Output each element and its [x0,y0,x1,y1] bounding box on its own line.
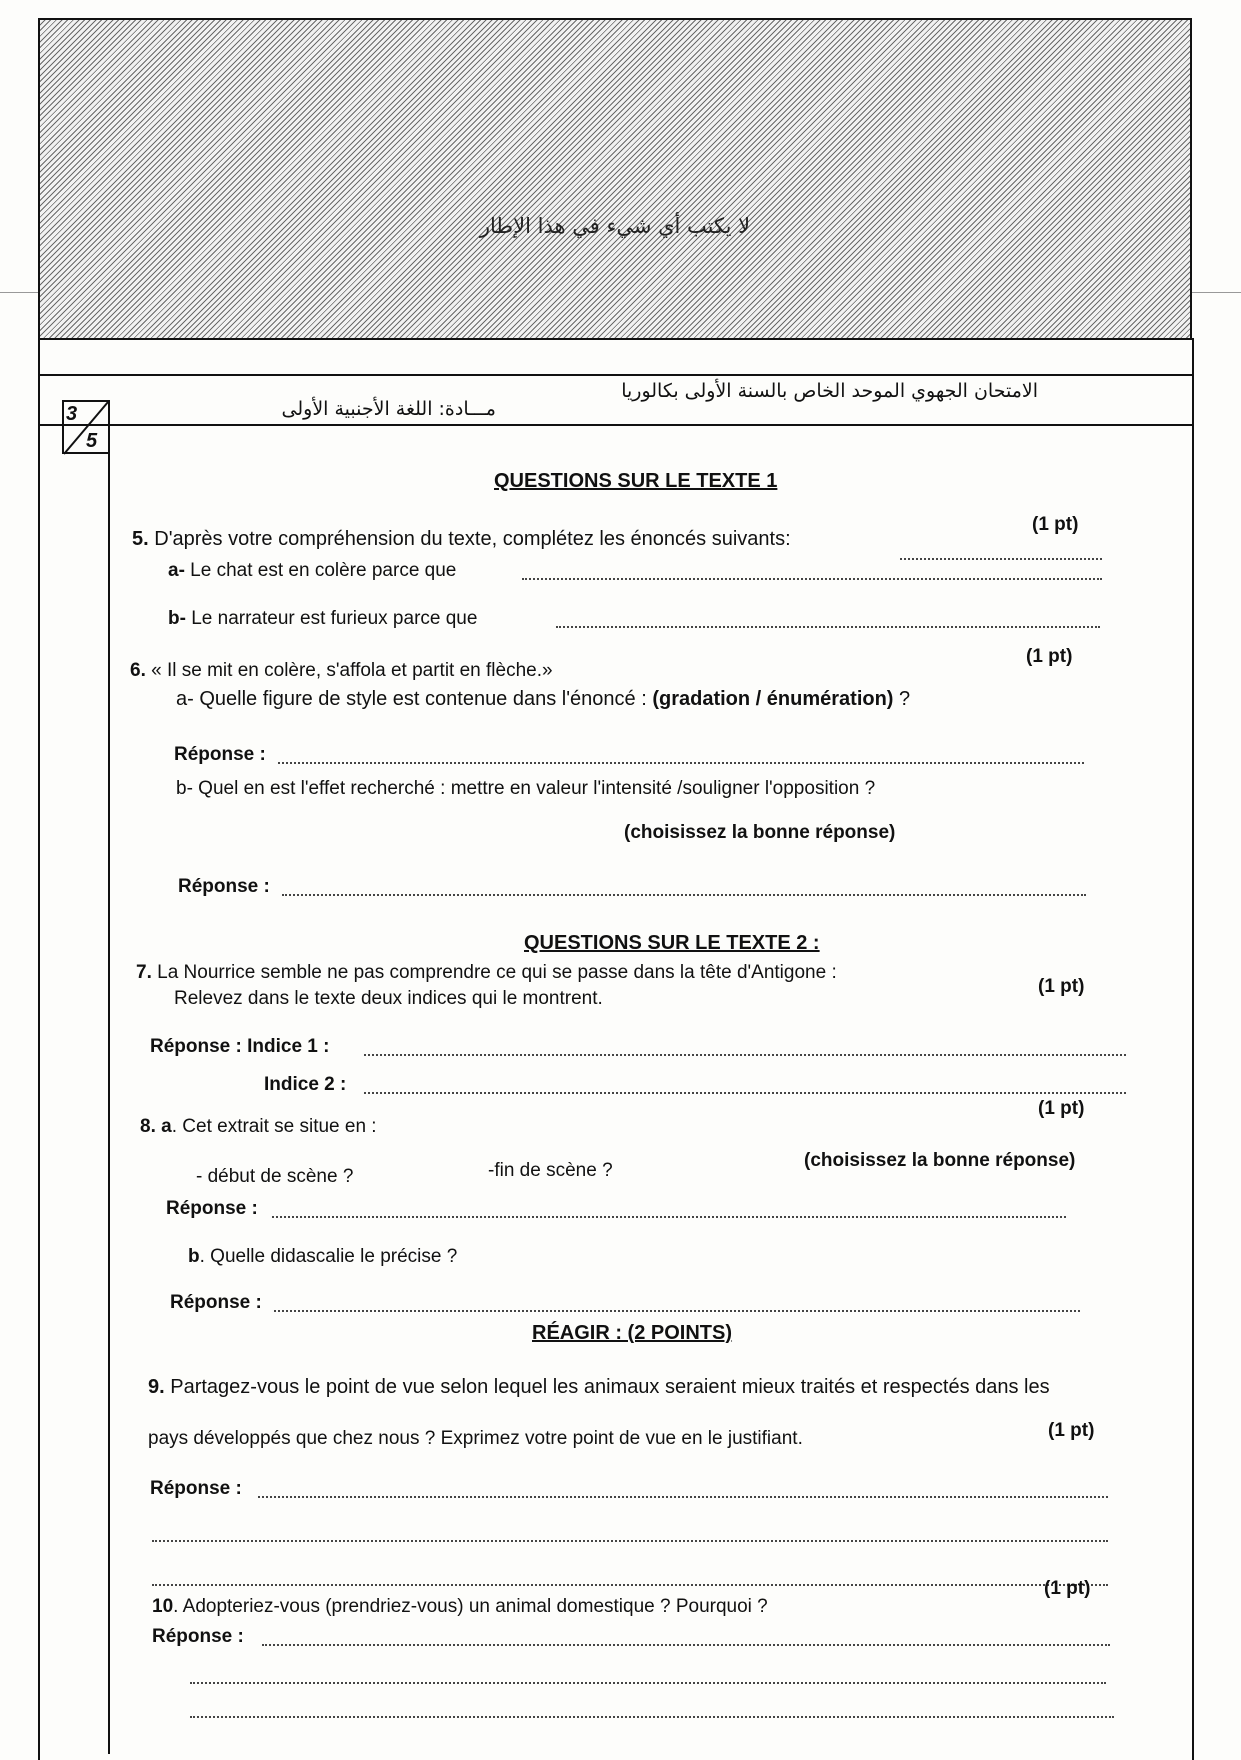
q8a-answer-label: Réponse : [166,1198,258,1219]
q9-answer-line-2[interactable] [152,1540,1108,1542]
q10-answer-line-1[interactable] [262,1644,1110,1646]
q5b-text: Le narrateur est furieux parce que [185,608,478,629]
q10-line [152,1596,768,1618]
q8-hint: (choisissez la bonne réponse) [804,1150,1076,1171]
q6b-text: b- Quel en est l'effet recherché : mettre en valeur l'intensité /souligner l'opposition ? [176,778,876,799]
q9-text: Partagez-vous le point de vue selon lequel les animaux seraient mieux traités et respectés dans les [164,1376,1050,1398]
q5b-answer-line[interactable] [556,626,1100,628]
q7-text: La Nourrice semble ne pas comprendre ce qui se passe dans la tête d'Antigone : [151,962,837,983]
q9-answer-line-1[interactable] [258,1496,1108,1498]
q10-num: 10 [152,1596,174,1617]
q6-points: (1 pt) [1026,646,1073,667]
q8-points: (1 pt) [1038,1098,1085,1119]
page-number: 3 [66,403,78,425]
exam-title: الامتحان الجهوي الموحد الخاص بالسنة الأولى بكالوريا [621,380,1038,402]
q5b-label: b- [168,608,186,629]
q5-text: D'après votre compréhension du texte, complétez les énoncés suivants: [148,528,791,550]
q5a-line [168,560,456,582]
q7-line [136,962,837,984]
hatched-box [38,18,1192,340]
q8-option2: -fin de scène ? [488,1160,613,1181]
q10-points: (1 pt) [1044,1578,1091,1599]
divider-header [38,424,1192,426]
q6a-end: ? [893,688,911,710]
q5-dots-top [900,558,1102,560]
q6-num: 6. [130,660,146,681]
q7-answer2-label: Indice 2 : [264,1074,347,1095]
q9-num: 9. [148,1376,165,1398]
q5a-text: Le chat est en colère parce que [184,560,457,581]
q6a-answer-line[interactable] [278,762,1084,764]
q5-num: 5. [132,528,149,550]
exam-subject: مـــادة: اللغة الأجنبية الأولى [281,398,496,420]
q5-points: (1 pt) [1032,514,1079,535]
q8-option1: - début de scène ? [196,1166,354,1187]
q8b-text: . Quelle didascalie le précise ? [199,1246,458,1267]
q7-answer2-line[interactable] [364,1092,1126,1094]
margin-column [108,400,110,1754]
q6b-answer-label: Réponse : [178,876,270,897]
q9-text2: pays développés que chez nous ? Exprimez votre point de vue en le justifiant. [148,1428,803,1449]
q6a-line [176,688,910,711]
q5a-answer-line[interactable] [522,578,1102,580]
q10-answer-line-3[interactable] [190,1716,1114,1718]
page-total: 5 [86,430,98,452]
divider-top [38,374,1192,376]
q5b-line [168,608,477,630]
section2-title: QUESTIONS SUR LE TEXTE 2 : [524,932,820,954]
hatched-notice: لا يكتب أي شيء في هذا الإطار [479,214,751,238]
q9-points: (1 pt) [1048,1420,1095,1441]
q6a-text: a- Quelle figure de style est contenue dans l'énoncé : [176,688,653,710]
q7-answer1-line[interactable] [364,1054,1126,1056]
q9-answer-label: Réponse : [150,1478,242,1499]
q8a-line [140,1116,377,1138]
q6b-answer-line[interactable] [282,894,1086,896]
q9-line [148,1376,1050,1399]
q6b-hint: (choisissez la bonne réponse) [624,822,896,843]
q10-text: . Adopteriez-vous (prendriez-vous) un animal domestique ? Pourquoi ? [173,1596,768,1617]
q6a-answer-label: Réponse : [174,744,266,765]
q5a-label: a- [168,560,185,581]
section3-title: RÉAGIR : (2 POINTS) [532,1322,733,1344]
q8b-answer-label: Réponse : [170,1292,262,1313]
section1-title: QUESTIONS SUR LE TEXTE 1 [494,470,778,492]
q8-num: 8. [140,1116,156,1137]
q7-points: (1 pt) [1038,976,1085,997]
q6-quote: « Il se mit en colère, s'affola et partit en flèche.» [145,660,553,681]
q8a-answer-line[interactable] [272,1216,1066,1218]
q6-line [130,660,553,682]
q8a-text: . Cet extrait se situe en : [171,1116,377,1137]
q6a-choices: (gradation / énumération) [652,688,894,710]
q7-num: 7. [136,962,152,983]
q10-answer-label: Réponse : [152,1626,244,1647]
q7-answer1-label: Réponse : Indice 1 : [150,1036,330,1057]
q8b-label: b [188,1246,200,1267]
q5-line [132,528,791,551]
q8a-label: a [155,1116,172,1137]
q7-text2: Relevez dans le texte deux indices qui le montrent. [174,988,603,1009]
q8b-answer-line[interactable] [274,1310,1080,1312]
q8b-line [188,1246,457,1268]
q9-answer-line-3[interactable] [152,1584,1108,1586]
q10-answer-line-2[interactable] [190,1682,1106,1684]
